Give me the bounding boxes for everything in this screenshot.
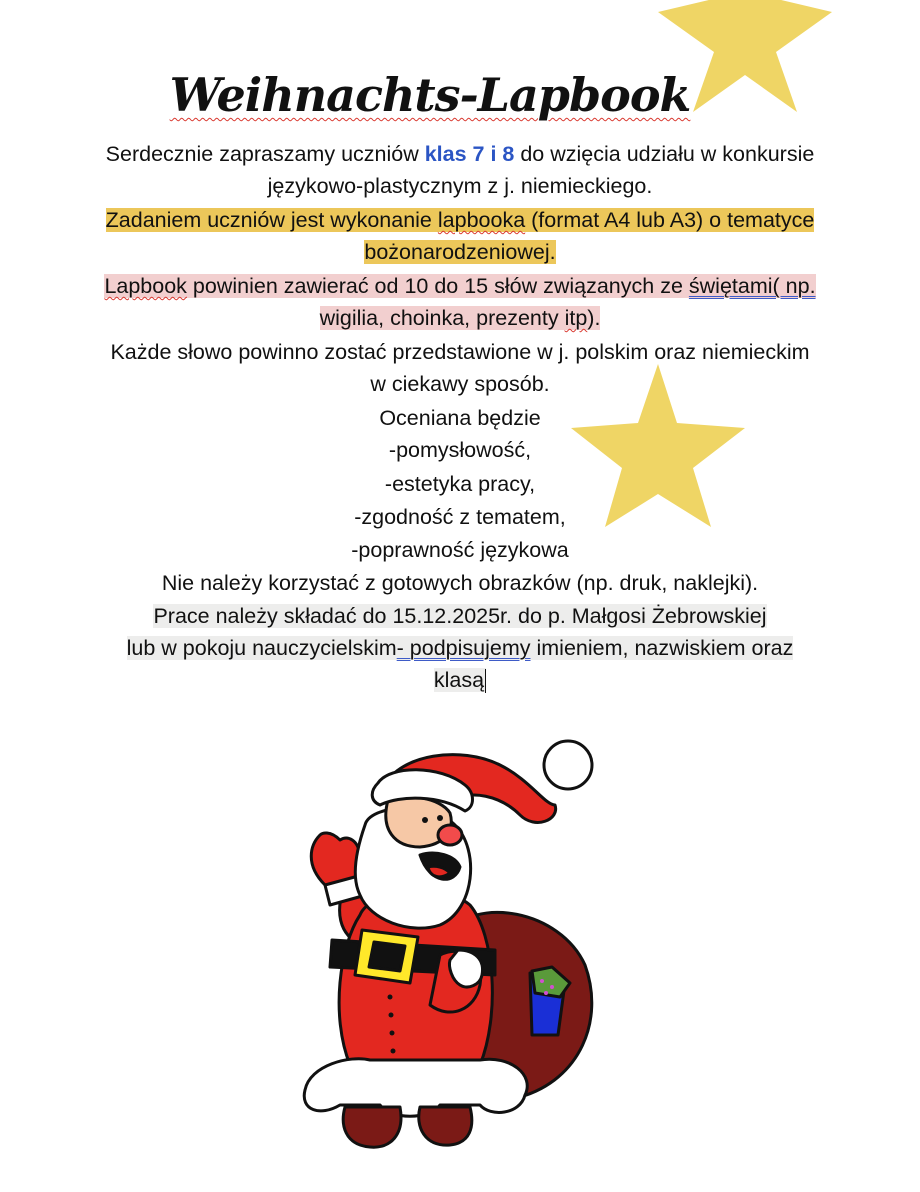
- santa-illustration: [270, 735, 610, 1165]
- paragraph-words-line1: [0, 270, 920, 302]
- highlight-gray: [434, 668, 486, 692]
- highlight-pink: [320, 306, 601, 330]
- text-run: Zadaniem uczniów jest wykonanie: [105, 208, 438, 232]
- text-run: wigilia, choinka, prezenty: [319, 306, 565, 330]
- criteria-item: -estetyka pracy,: [384, 472, 536, 496]
- text-run: ).: [587, 306, 601, 330]
- spellcheck-word: itp: [564, 306, 588, 330]
- paragraph-no-stickers: Nie należy korzystać z gotowych obrazków (np. druk, naklejki).: [161, 571, 759, 595]
- title-text: Weihnachts-Lapbook: [169, 68, 691, 122]
- grammar-word: świętami( np.: [688, 274, 816, 298]
- paragraph-task-line1: [0, 204, 920, 236]
- highlight-gray: [127, 636, 794, 660]
- criteria-item: -pomysłowość,: [388, 438, 532, 462]
- highlight-yellow: [106, 208, 815, 232]
- paragraph-deadline-line3: [0, 664, 920, 696]
- paragraph-words-line2: [0, 302, 920, 334]
- grammar-word: - podpisujemy: [396, 636, 531, 660]
- highlight-pink: [104, 274, 815, 298]
- paragraph-format-line2: w ciekawy sposób.: [370, 372, 550, 396]
- text-run: imieniem, nazwiskiem oraz: [530, 636, 794, 660]
- text-run: (format A4 lub A3) o tematyce: [525, 208, 815, 232]
- paragraph-task-line2: [0, 236, 920, 268]
- paragraph-invitation-line1: [0, 138, 920, 170]
- criteria-heading: Oceniana będzie: [379, 406, 541, 430]
- text-run: do wzięcia udziału w konkursie: [514, 142, 815, 166]
- paragraph-format-line1: Każde słowo powinno zostać przedstawione w j. polskim oraz niemieckim: [110, 340, 810, 364]
- spellcheck-word: Lapbook: [104, 274, 187, 298]
- paragraph-deadline-line1: [0, 600, 920, 632]
- criteria-item: -poprawność językowa: [351, 538, 569, 562]
- highlight-gray: Prace należy składać do 15.12.2025r. do p. Małgosi Żebrowskiej: [153, 604, 767, 628]
- highlighted-classes: klas 7 i 8: [424, 142, 515, 166]
- text-run: powinien zawierać od 10 do 15 słów związanych ze: [186, 274, 689, 298]
- document-title: [0, 68, 860, 122]
- spellcheck-word: lapbooka: [437, 208, 526, 232]
- highlight-yellow: bożonarodzeniowej.: [364, 240, 556, 264]
- criteria-item: -zgodność z tematem,: [354, 505, 566, 529]
- text-run: klasą: [433, 668, 485, 692]
- text-run: lub w pokoju nauczycielskim: [126, 636, 397, 660]
- text-run: Serdecznie zapraszamy uczniów: [105, 142, 425, 166]
- paragraph-deadline-line2: [0, 632, 920, 664]
- text-cursor: [485, 669, 486, 693]
- paragraph-invitation-line2: językowo-plastycznym z j. niemieckiego.: [267, 174, 653, 198]
